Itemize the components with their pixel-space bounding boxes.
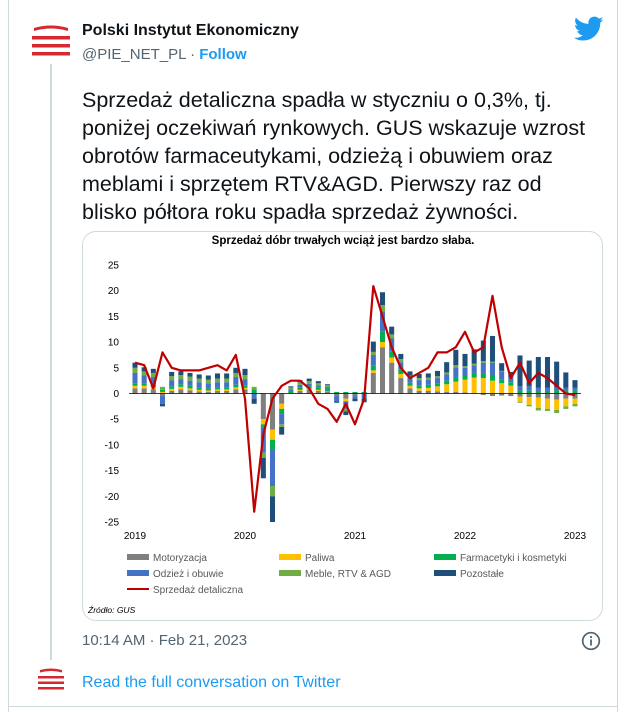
bar-segment [508,386,513,394]
bar-segment [536,408,541,411]
bar-segment [545,399,550,409]
chart-svg [83,232,603,621]
bar-segment [426,373,431,377]
y-tick-label: -10 [104,440,119,452]
thread-line [50,64,52,660]
bar-segment [279,409,284,414]
bar-segment [316,390,321,391]
bar-segment [233,389,238,393]
bar-segment [343,394,348,399]
x-tick-label: 2020 [233,531,257,542]
bar-segment [527,390,532,393]
bar-segment [444,372,449,374]
bar-segment [334,401,339,403]
bar-segment [417,378,422,380]
bar-segment [252,389,257,393]
bar-segment [444,374,449,380]
y-tick-label: 10 [107,337,119,349]
bar-segment [343,411,348,415]
bar-segment [252,399,257,404]
bar-segment [160,390,165,392]
bar-segment [151,369,156,373]
bar-segment [316,381,321,383]
bar-segment [554,400,559,410]
bar-segment [380,332,385,342]
legend-label: Odzież i obuwie [153,569,224,580]
bar-segment [508,382,513,386]
bar-segment [197,390,202,392]
author-name[interactable]: Polski Instytut Ekonomiczny [82,22,299,39]
bar-segment [261,458,266,479]
bar-segment [279,427,284,435]
bar-segment [197,379,202,383]
bar-segment [517,355,522,386]
chart-image[interactable] [82,231,603,621]
bar-segment [316,383,321,385]
bar-segment [132,383,137,386]
bar-segment [178,379,183,384]
bar-segment [563,388,568,391]
bar-segment [545,409,550,411]
tweet-text-line: meblami i sprzętem RTV&AGD. Pierwszy raz od [82,172,542,196]
bar-segment [435,376,440,378]
tweet-text-line: poniżej oczekiwań rynkowych. GUS wskazuje wzrost [82,116,586,140]
bar-segment [536,388,541,391]
bar-segment [371,352,376,355]
y-tick-label: 15 [107,311,119,323]
bar-segment [490,381,495,394]
bar-segment [517,397,522,402]
bar-segment [426,380,431,385]
bar-segment [499,379,504,383]
bar-segment [178,387,183,390]
bar-segment [527,386,532,390]
tweet-timestamp[interactable]: 10:14 AM · Feb 21, 2023 [82,632,248,649]
bar-segment [242,379,247,385]
bar-segment [481,363,486,373]
bar-segment [233,377,238,385]
bar-segment [132,368,137,373]
tweet-text-line: obrotów farmaceutykami, odzieżą i obuwiem oraz [82,144,553,168]
bar-segment [206,390,211,392]
bar-segment [215,382,220,387]
bar-segment [316,388,321,390]
bar-segment [288,386,293,387]
bar-segment [297,390,302,391]
bar-segment [389,358,394,363]
bar-segment [279,414,284,424]
bar-segment [224,387,229,389]
y-tick-label: 25 [107,260,119,272]
bar-segment [187,386,192,389]
bar-segment [325,388,330,391]
bar-segment [563,399,568,407]
bar-segment [517,386,522,390]
legend-label: Sprzedaż detaliczna [153,585,244,596]
bar-segment [187,373,192,377]
bar-segment [453,382,458,392]
bar-segment [380,347,385,393]
bar-segment [224,389,229,391]
bar-segment [142,383,147,386]
bar-segment [407,386,412,389]
bar-segment [279,424,284,427]
bar-segment [398,374,403,378]
pie-logo-small-icon[interactable] [37,668,65,690]
bar-segment [462,376,467,380]
bar-segment [316,385,321,388]
bar-segment [371,355,376,365]
bar-segment [151,373,156,377]
bar-segment [279,394,284,404]
bar-segment [462,368,467,376]
bar-segment [389,363,394,394]
bar-segment [371,373,376,394]
bar-segment [572,380,577,388]
bar-segment [325,391,330,392]
bar-segment [142,386,147,389]
bar-segment [270,440,275,450]
bar-segment [536,398,541,408]
legend-swatch [127,570,149,576]
bar-segment [527,405,532,407]
y-tick-label: 0 [113,389,119,400]
bar-segment [527,397,532,405]
bar-segment [233,387,238,389]
x-tick-label: 2019 [123,531,147,542]
bar-segment [481,378,486,393]
bar-segment [242,369,247,375]
bar-segment [233,373,238,377]
bar-segment [224,379,229,383]
bar-segment [178,375,183,379]
pie-logo-avatar[interactable] [30,25,72,57]
bar-segment [472,373,477,378]
info-icon[interactable] [581,631,601,651]
bar-segment [389,327,394,335]
bar-segment [160,387,165,390]
bar-segment [352,396,357,399]
bar-segment [325,387,330,389]
y-tick-label: -20 [104,491,119,503]
x-tick-label: 2023 [563,531,587,542]
divider [8,706,618,707]
legend-label: Farmacetyki i kosmetyki [460,553,567,564]
bar-segment [554,390,559,393]
bar-segment [453,350,458,365]
bar-segment [499,383,504,393]
bar-segment [261,394,266,420]
bar-segment [297,388,302,390]
bar-segment [206,383,211,388]
y-tick-label: -5 [110,414,119,426]
bar-segment [197,382,202,387]
bar-segment [371,370,376,373]
bar-segment [178,384,183,387]
legend-swatch [279,554,301,560]
bar-segment [398,378,403,393]
legend-swatch [127,554,149,560]
bar-segment [270,429,275,439]
bar-segment [462,366,467,368]
bar-segment [527,394,532,398]
read-full-conversation-link[interactable]: Read the full conversation on Twitter [82,674,341,691]
bar-segment [242,375,247,379]
bar-segment [380,292,385,305]
bar-segment [142,388,147,393]
y-tick-label: -15 [104,466,119,478]
bar-segment [563,372,568,387]
bar-segment [215,389,220,391]
bar-segment [160,404,165,407]
bar-segment [407,388,412,393]
bar-segment [444,362,449,372]
x-tick-label: 2021 [343,531,367,542]
bar-segment [297,385,302,388]
bar-segment [178,371,183,375]
bar-segment [572,388,577,391]
bar-segment [499,363,504,371]
bar-segment [270,496,275,522]
bar-segment [453,367,458,377]
bar-segment [343,399,348,402]
bar-segment [545,357,550,388]
x-tick-label: 2022 [453,531,477,542]
bar-segment [407,383,412,386]
bar-segment [435,383,440,386]
bar-segment [160,396,165,404]
separator-dot: · [190,46,196,63]
bar-segment [517,394,522,397]
legend-swatch [434,570,456,576]
bar-segment [490,363,495,376]
bar-segment [197,374,202,378]
bar-segment [472,364,477,366]
bar-segment [481,373,486,378]
bar-segment [279,404,284,409]
bar-segment [380,342,385,347]
bar-segment [435,378,440,383]
bar-segment [545,388,550,391]
bar-segment [554,410,559,413]
bar-segment [224,382,229,387]
chart-title: Sprzedaż dóbr trwałych wciąż jest bardzo słaba. [211,235,475,247]
bar-segment [197,387,202,390]
bar-segment [288,389,293,392]
bar-segment [233,385,238,388]
bar-segment [572,399,577,404]
bar-segment [187,377,192,381]
bar-segment [371,342,376,352]
bar-segment [206,376,211,380]
bar-segment [417,388,422,391]
bar-segment [490,376,495,381]
bar-segment [215,379,220,383]
bar-segment [572,404,577,407]
bar-segment [215,387,220,389]
bar-segment [169,389,174,391]
tweet-text-line: Sprzedaż detaliczna spadła w styczniu o 0,3%, tj. [82,88,552,112]
bar-segment [334,396,339,401]
bar-segment [398,354,403,359]
bar-segment [517,402,522,403]
bar-segment [490,362,495,363]
bar-segment [288,387,293,389]
legend-label: Paliwa [305,553,335,564]
bar-segment [142,376,147,384]
bar-segment [224,373,229,378]
bar-segment [270,450,275,486]
bar-segment [490,336,495,362]
bar-segment [187,388,192,390]
bar-segment [417,380,422,385]
bar-segment [517,390,522,393]
bar-segment [307,379,312,382]
bar-segment [572,390,577,393]
twitter-bird-icon[interactable] [574,16,604,42]
bar-segment [435,386,440,391]
bar-segment [169,380,174,386]
bar-segment [536,394,541,398]
bar-segment [132,386,137,389]
bar-segment [371,365,376,370]
legend-swatch [279,570,301,576]
bar-segment [426,378,431,380]
bar-segment [481,361,486,363]
bar-segment [206,388,211,390]
bar-segment [435,371,440,376]
y-tick-label: -25 [104,517,119,529]
bar-segment [169,372,174,376]
bar-segment [554,394,559,400]
bar-segment [270,486,275,496]
bar-segment [545,394,550,399]
bar-segment [453,378,458,382]
bar-segment [472,378,477,393]
legend-label: Motoryzacja [153,553,207,564]
follow-button[interactable]: Follow [199,46,247,63]
bar-segment [132,373,137,383]
legend-label: Meble, RTV & AGD [305,569,391,580]
bar-segment [563,406,568,409]
bar-segment [252,387,257,390]
bar-segment [132,388,137,393]
y-tick-label: 5 [113,363,119,375]
bar-segment [187,390,192,393]
bar-segment [325,384,330,385]
bar-segment [178,389,183,393]
bar-segment [352,399,357,402]
legend-swatch [434,554,456,560]
bar-segment [462,354,467,366]
bar-segment [417,385,422,388]
bar-segment [169,386,174,389]
bar-segment [462,380,467,393]
bar-segment [307,381,312,384]
chart-source: Źródło: GUS [88,605,136,615]
bar-segment [151,389,156,393]
bar-segment [325,385,330,387]
bar-segment [169,376,174,380]
legend-label: Pozostałe [460,569,504,580]
bar-segment [499,371,504,379]
author-handle-row [82,46,247,63]
bar-segment [426,388,431,391]
bar-segment [215,373,220,378]
bar-segment [499,371,504,372]
bar-segment [252,394,257,399]
y-tick-label: 20 [107,286,119,298]
bar-segment [426,385,431,388]
tweet-text-line: blisko półtora roku spadła sprzedaż żywności. [82,200,519,224]
bar-segment [472,365,477,373]
bar-segment [187,381,192,386]
author-handle[interactable]: @PIE_NET_PL [82,46,186,63]
bar-segment [444,381,449,385]
bar-segment [444,384,449,392]
bar-segment [453,365,458,367]
bar-segment [206,380,211,384]
tweet-text [82,86,612,226]
